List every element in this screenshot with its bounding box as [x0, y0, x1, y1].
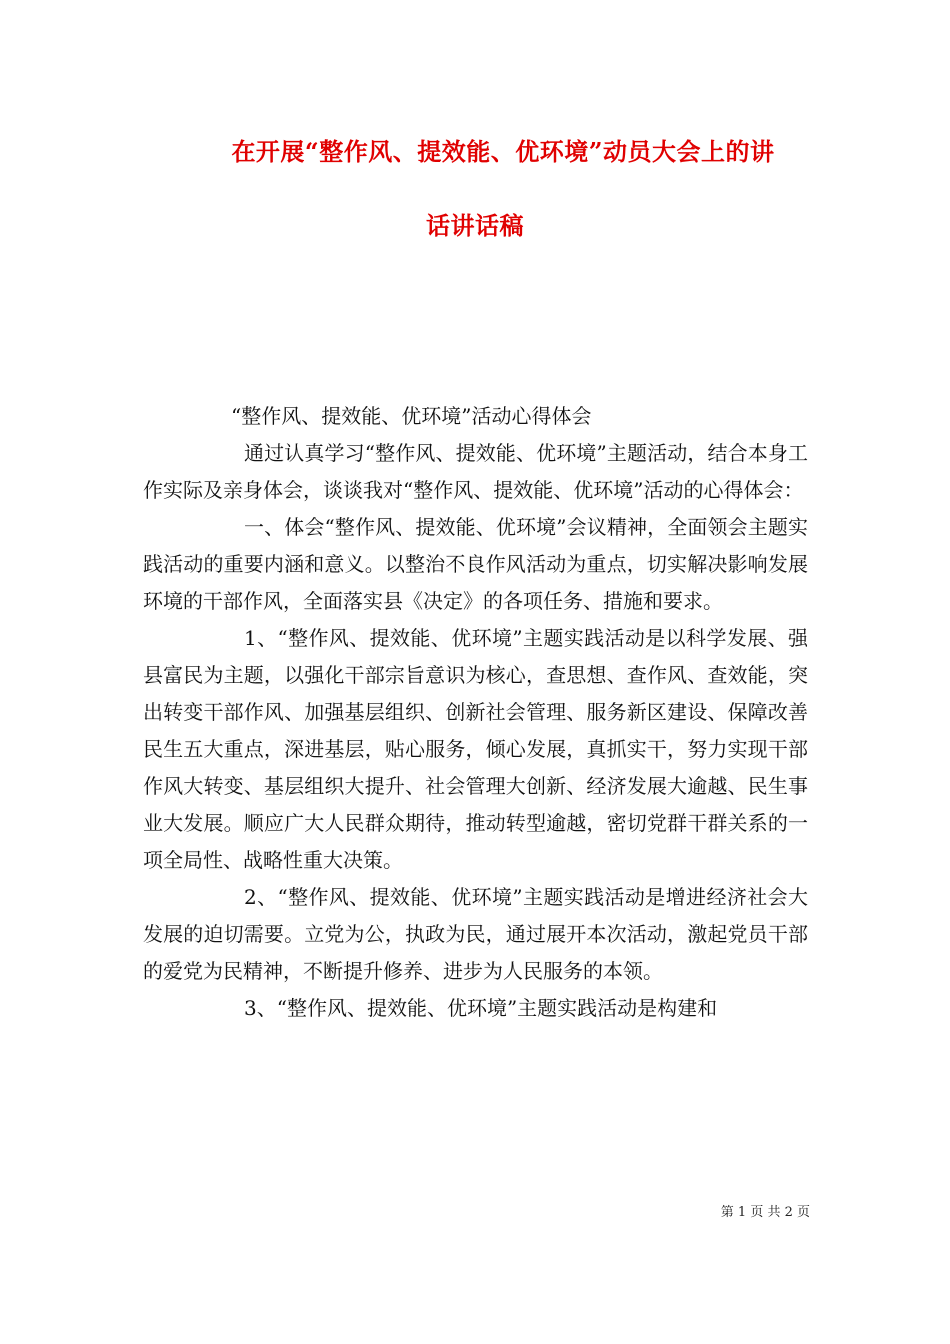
section-subtitle: “整作风、提效能、优环境”活动心得体会 — [231, 404, 592, 428]
paragraph-point-3: 3、“整作风、提效能、优环境”主题实践活动是构建和 — [244, 996, 718, 1020]
page-number-footer: 第 1 页 共 2 页 — [720, 1205, 810, 1220]
document-title-line-1: 在开展“整作风、提效能、优环境”动员大会上的讲 — [231, 137, 775, 166]
paragraph-point-1: 1、“整作风、提效能、优环境”主题实践活动是以科学发展、强县富民为主题，以强化干部宗旨意识为核心，查思想、查作风、查效能，突出转变干部作风、加强基层组织、创新社会管理、服务新区建设、保障改善民生五大重点，深进基层，贴心服务，倾心发展，真抓实干，努力实现干部作风大转变、基层组织大提升、社会管理大创新、经济发展大逾越、民生事业大发展。顺应广大人民群众期待，推动转型逾越，密切党群干群关系的一项全局性、战略性重大决策。 — [143, 626, 808, 872]
paragraph-intro: 通过认真学习“整作风、提效能、优环境”主题活动，结合本身工作实际及亲身体会，谈谈我对“整作风、提效能、优环境”活动的心得体会： — [143, 441, 808, 502]
paragraph-point-2: 2、“整作风、提效能、优环境”主题实践活动是增进经济社会大发展的迫切需要。立党为公，执政为民，通过展开本次活动，激起党员干部的爱党为民精神，不断提升修养、进步为人民服务的本领。 — [143, 885, 808, 983]
document-title-line-2: 话讲话稿 — [426, 211, 524, 240]
paragraph-section-1: 一、体会“整作风、提效能、优环境”会议精神，全面领会主题实践活动的重要内涵和意义。以整治不良作风活动为重点，切实解决影响发展环境的干部作风，全面落实县《决定》的各项任务、措施和要求。 — [143, 515, 808, 613]
document-body — [143, 398, 808, 1027]
